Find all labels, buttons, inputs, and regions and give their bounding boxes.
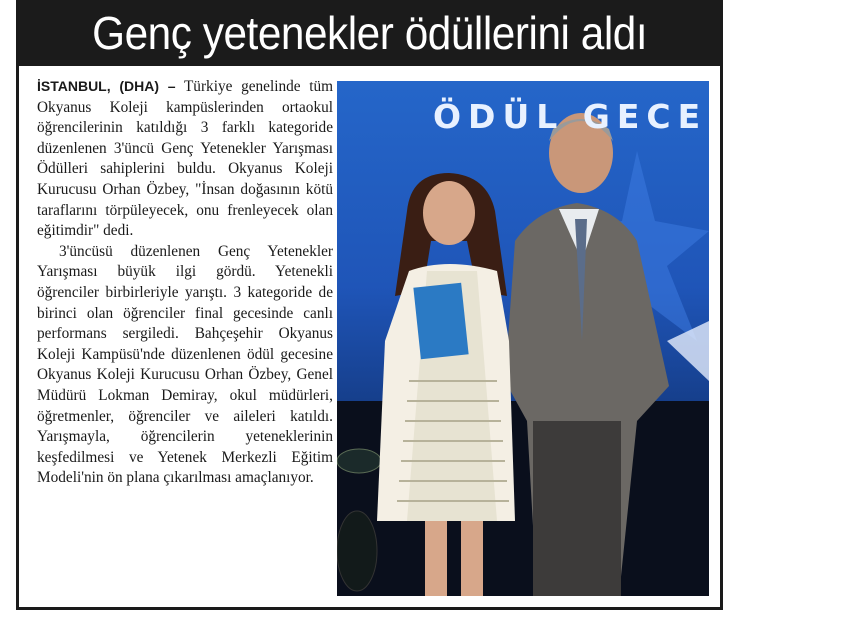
drum (337, 511, 377, 591)
event-banner: ÖDÜL GECE (433, 97, 708, 136)
article-paragraph-1 (37, 76, 333, 242)
award-photo (337, 81, 709, 596)
award-plaque (413, 283, 468, 360)
dateline: İSTANBUL, (DHA) – (37, 78, 176, 94)
news-clipping (16, 0, 723, 610)
headline: Genç yetenekler ödüllerini aldı (91, 7, 648, 59)
article-paragraph-2: 3'üncüsü düzenlenen Genç Yetenekler Yarışması büyük ilgi gördü. Yetenekli öğrenciler birbirleriyle yarıştı. 3 kategoride de birinci olan öğrenciler final gecesinde canlı performans sergiledi. Bahçeşehir Okyanus Koleji Kampüsü'nde düzenlenen ödül gecesine Okyanus Koleji Kurucusu Orhan Özbey, Genel Müdürü Lokman Demiray, okul müdürleri, öğretmenler, öğrenciler ve aileleri katıldı. Yarışmayla, öğrencilerin yeteneklerinin keşfedilmesi ve Yetenek Merkezli Eğitim Modeli'nin ön plana çıkarılması amaçlanıyor. (37, 242, 333, 487)
headline-bar (19, 0, 720, 66)
drum-kit (337, 449, 381, 473)
paragraph-1-text: Türkiye genelinde tüm Okyanus Koleji kampüslerinden ortaokul öğrencilerinin katıldığı 3 farklı kategoride düzenlenen 3'üncü Genç Yetenekler Yarışması Ödülleri sahiplerini buldu. Okyanus Koleji Kurucusu Orhan Özbey, "İnsan doğasının kötü taraflarını törpüleyecek, onu frenleyecek olan eğitimdir" dedi. (37, 78, 333, 240)
article-body (37, 76, 333, 489)
photo-illustration (337, 81, 709, 596)
